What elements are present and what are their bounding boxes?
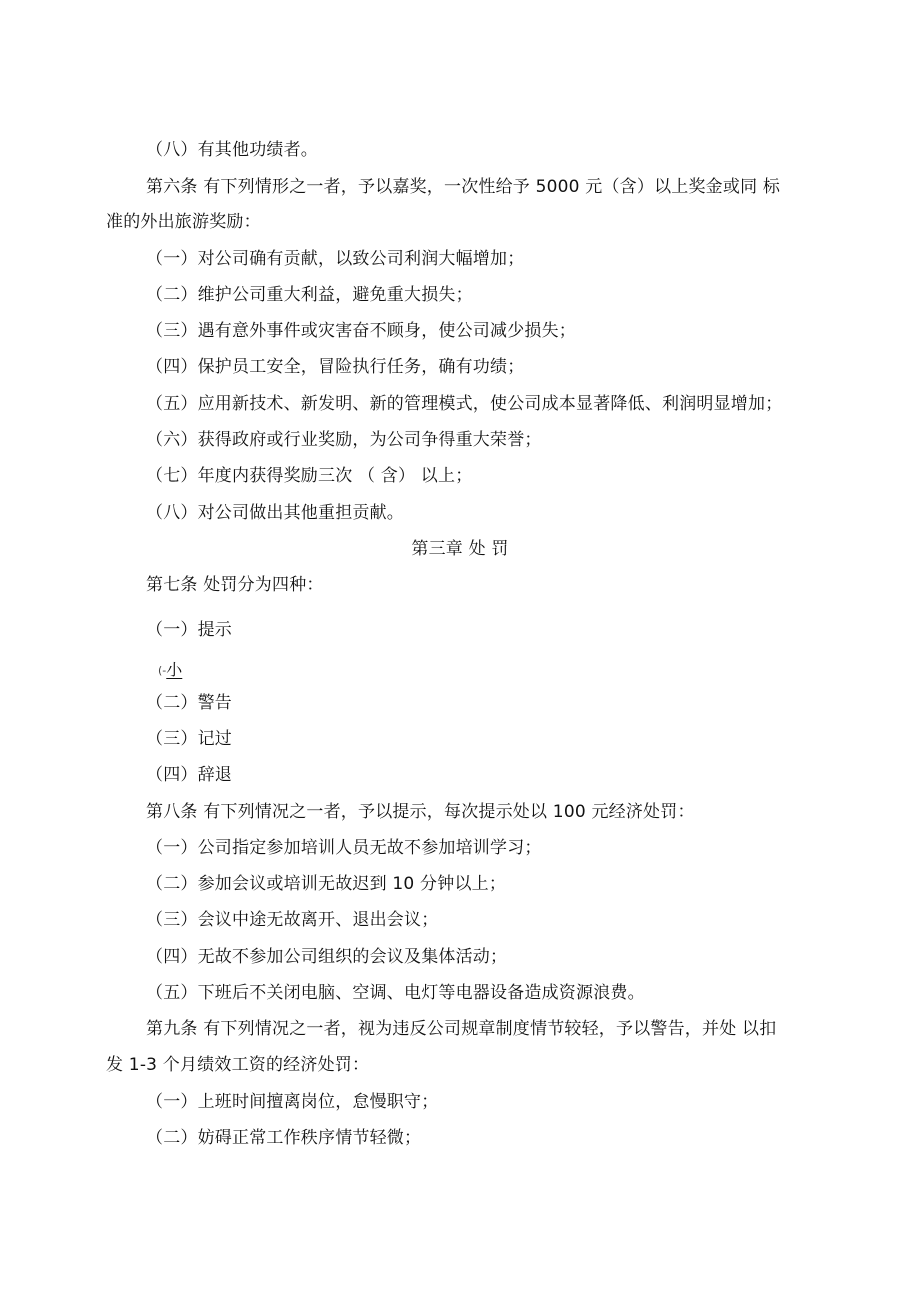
text-line: （三）会议中途无故离开、退出会议； [146, 910, 439, 930]
text-line: （一）公司指定参加培训人员无故不参加培训学习； [146, 838, 542, 858]
text-line: （六）获得政府或行业奖励，为公司争得重大荣誉； [146, 430, 542, 450]
text-line: （三）遇有意外事件或灾害奋不顾身，使公司减少损失； [146, 321, 576, 341]
stray-mark-char: 小 [166, 660, 183, 679]
text-line: 第九条 有下列情况之一者，视为违反公司规章制度情节较轻，予以警告，并处 以扣 [146, 1019, 777, 1039]
text-line: （五）应用新技术、新发明、新的管理模式，使公司成本显著降低、利润明显增加； [146, 394, 783, 414]
stray-mark-squiggle: (- [158, 664, 167, 677]
text-line: （二）参加会议或培训无故迟到 10 分钟以上； [146, 874, 507, 894]
text-line: （一）上班时间擅离岗位，怠慢职守； [146, 1092, 439, 1112]
text-line: （一）对公司确有贡献，以致公司利润大幅增加； [146, 249, 525, 269]
text-line: 第八条 有下列情况之一者，予以提示，每次提示处以 100 元经济处罚： [146, 802, 695, 822]
text-line: 准的外出旅游奖励： [106, 212, 261, 232]
text-line: （四）保护员工安全，冒险执行任务，确有功绩； [146, 357, 525, 377]
text-line: （五）下班后不关闭电脑、空调、电灯等电器设备造成资源浪费。 [146, 983, 645, 1003]
text-line: （三）记过 [146, 729, 232, 749]
text-line: （八）有其他功绩者。 [146, 140, 318, 160]
text-line: （一）提示 [146, 620, 232, 640]
text-line: （四）无故不参加公司组织的会议及集体活动； [146, 947, 508, 967]
text-line: （八）对公司做出其他重担贡献。 [146, 503, 404, 523]
text-line: （二）维护公司重大利益，避免重大损失； [146, 285, 473, 305]
text-line: （四）辞退 [146, 765, 232, 785]
chapter-heading: 第三章 处 罚 [411, 539, 509, 559]
stray-mark [158, 659, 182, 682]
text-line: （七）年度内获得奖励三次 （ 含） 以上； [146, 466, 473, 486]
text-line: 第七条 处罚分为四种： [146, 575, 324, 595]
text-line: （二）警告 [146, 693, 232, 713]
text-line: 第六条 有下列情形之一者，予以嘉奖，一次性给予 5000 元（含）以上奖金或同 标 [146, 177, 781, 197]
text-line: 发 1-3 个月绩效工资的经济处罚： [106, 1055, 370, 1075]
text-line: （二）妨碍正常工作秩序情节轻微； [146, 1128, 422, 1148]
